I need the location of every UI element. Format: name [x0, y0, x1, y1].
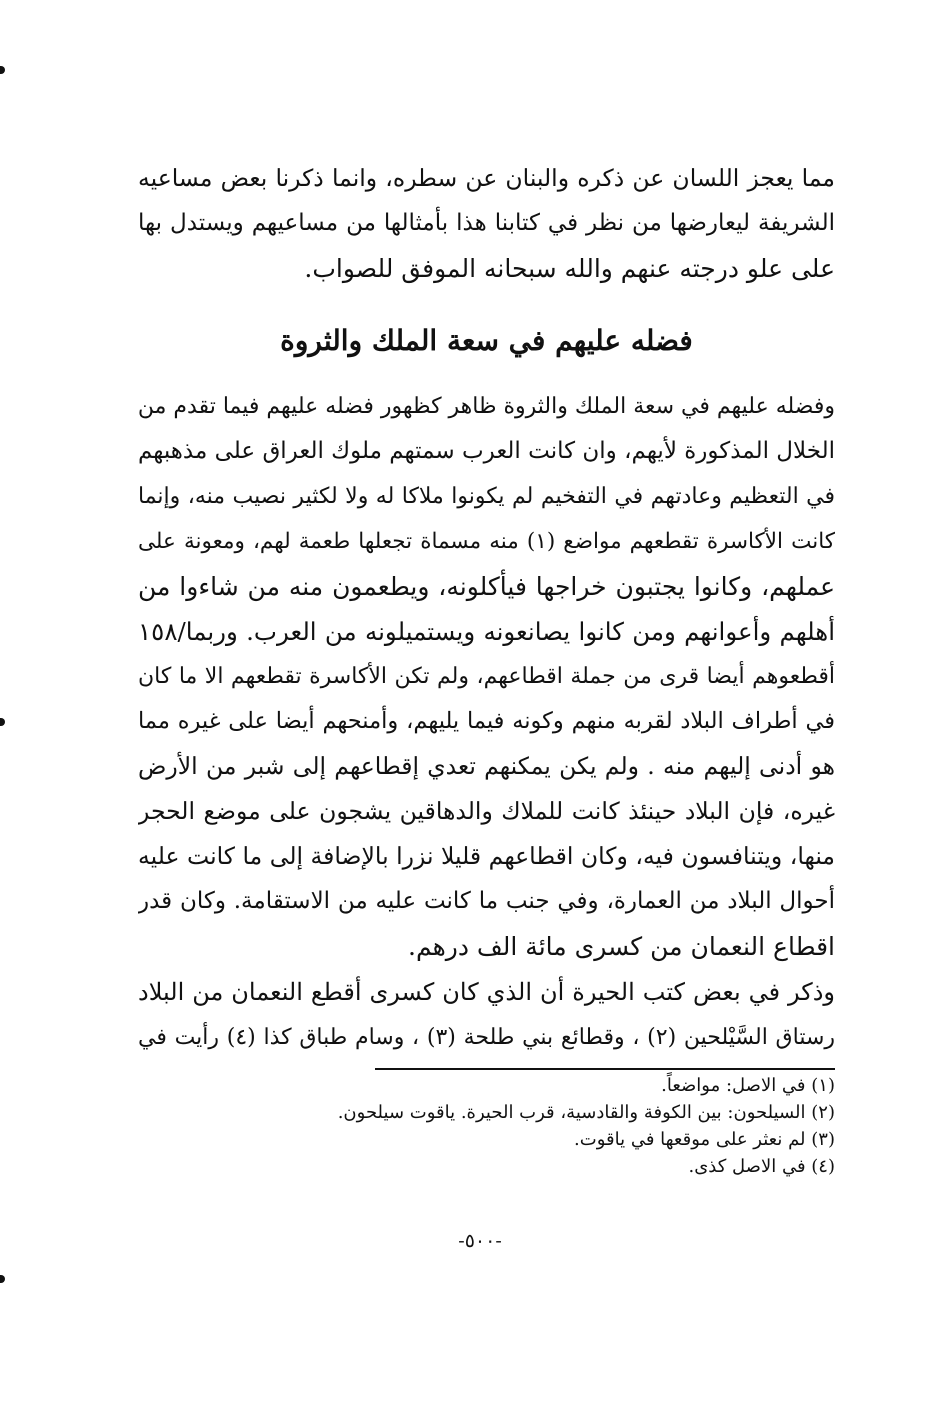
text-line: كانت الأكاسرة تقطعهم مواضع (١) منه مسماة تجعلها طعمة لهم، ومعونة على [138, 529, 835, 554]
footnote: (٢) السيلحون: بين الكوفة والقادسية، قرب الحيرة. ياقوت سيلحون. [337, 1102, 835, 1123]
footnote: (٤) في الاصل كذى. [688, 1156, 835, 1177]
text-line: أحوال البلاد من العمارة، وفي جنب ما كانت عليه من الاستقامة. وكان قدر [138, 888, 835, 914]
text-line: الشريفة ليعارضها من نظر في كتابنا هذا بأمثالها من مساعيهم ويستدل بها [138, 210, 835, 236]
text-line: وذكر في بعض كتب الحيرة أن الذي كان كسرى أقطع النعمان من البلاد [138, 978, 835, 1006]
intro-paragraph [138, 156, 835, 291]
footnote-separator [375, 1068, 835, 1070]
scan-edge-mark [0, 66, 5, 74]
text-line: غيره، فإن البلاد حينئذ كانت للملاك والدهاقين يشجون على موضع الحجر [138, 797, 835, 825]
text-line: هو أدنى إليهم منه . ولم يكن يمكنهم تعدي إقطاعهم إلى شبر من الأرض [138, 752, 835, 780]
footnotes [300, 1072, 835, 1180]
text-line: الخلال المذكورة لأيهم، وان كانت العرب سمتهم ملوك العراق على مذهبهم [138, 438, 835, 464]
text-line: اقطاع النعمان من كسرى مائة الف درهم. [408, 932, 835, 961]
section-heading: فضله عليهم في سعة الملك والثروة [280, 324, 693, 357]
text-line: منها، ويتنافسون فيه، وكان اقطاعهم قليلا نزرا بالإضافة إلى ما كانت عليه [138, 842, 835, 870]
main-paragraph [138, 384, 835, 969]
scan-edge-mark [0, 718, 5, 726]
text-line: عملهم، وكانوا يجتبون خراجها فيأكلونه، ويطعمون منه من شاءوا من [138, 572, 835, 601]
text-line: مما يعجز اللسان عن ذكره والبنان عن سطره، وانما ذكرنا بعض مساعيه [138, 164, 835, 192]
text-line: وفضله عليهم في سعة الملك والثروة ظاهر كظهور فضله عليهم فيما تقدم من [138, 394, 835, 419]
page-number: -٥٠٠- [458, 1230, 502, 1252]
second-paragraph [138, 970, 835, 1060]
text-line: على علو درجته عنهم والله سبحانه الموفق للصواب. [304, 254, 835, 283]
scan-edge-mark [0, 1275, 5, 1283]
footnote: (١) في الاصل: مواضعاً. [661, 1075, 835, 1096]
text-line: في أطراف البلاد لقربه منهم وكونه فيما يليهم، وأمنحهم أيضا على غيره مما [138, 708, 835, 734]
text-line: رستاق السَّيْلحين (٢) ، وقطائع بني طلحة (٣) ، وسام طباق كذا (٤) رأيت في [138, 1025, 835, 1050]
footnote: (٣) لم نعثر على موقعها في ياقوت. [574, 1129, 835, 1150]
text-line: أهلهم وأعوانهم ومن كانوا يصانعونه ويستميلونه من العرب. وربما/١٥٨ [138, 617, 835, 646]
text-line: في التعظيم وعادتهم في التفخيم لم يكونوا ملاكا له ولا لكثير نصيب منه، وإنما [138, 484, 835, 509]
text-line: أقطعوهم أيضا قرى من جملة اقطاعهم، ولم تكن الأكاسرة تقطعهم الا ما كان [138, 664, 835, 689]
